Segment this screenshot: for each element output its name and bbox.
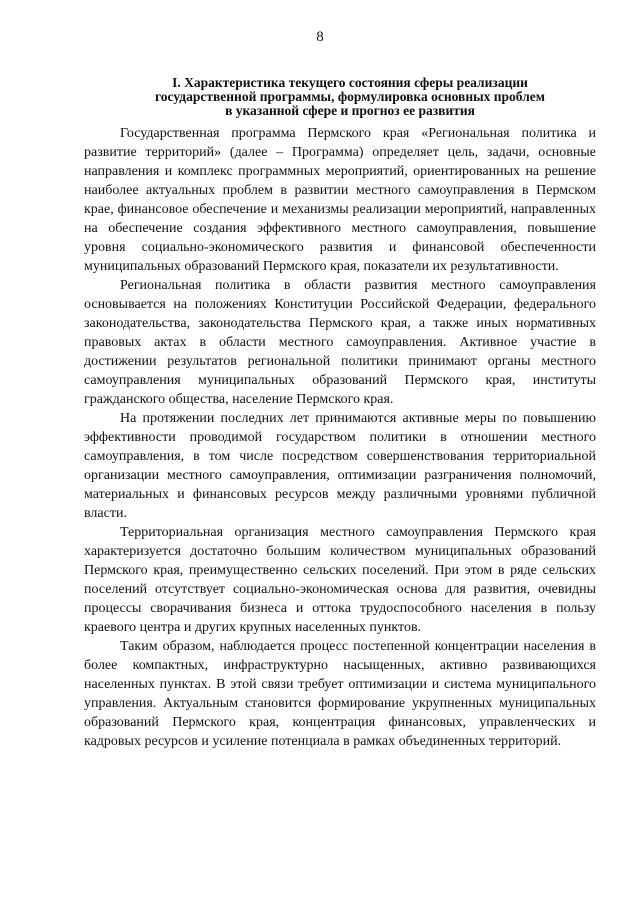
paragraph-reform-measures: На протяжении последних лет принимаются активные меры по повышению эффективности проводимой государством политики в отношении местного самоуправления, в том числе посредством совершенствования территориальной организации местного самоуправления, оптимизации разграничения полномочий, материальных и финансовых ресурсов между различными уровнями публичной власти. <box>84 411 596 521</box>
paragraph-territorial-organization: Территориальная организация местного самоуправления Пермского края характеризуется достаточно большим количеством муниципальных образований Пермского края, преимущественно сельских поселений. При этом в ряде сельских поселений отсутствует социально-экономическая основа для развития, очевидны процессы сворачивания бизнеса и оттока трудоспособного населения в пользу краевого центра и других крупных населенных пунктов. <box>84 525 596 635</box>
section-heading-line: I. Характеристика текущего состояния сферы реализации <box>172 75 528 90</box>
document-body <box>84 124 596 751</box>
section-heading-line: государственной программы, формулировка основных проблем <box>155 89 545 104</box>
paragraph-program-overview: Государственная программа Пермского края «Региональная политика и развитие территорий» (далее – Программа) определяет цель, задачи, основные направления и комплекс программных мероприятий, ориентированных на решение наиболее актуальных проблем в развитии местного самоуправления в Пермском крае, финансовое обеспечение и механизмы реализации мероприятий, направленных на обеспечение создания эффективного местного самоуправления, повышение уровня социально-экономического развития и финансовой обеспеченности муниципальных образований Пермского края, показатели их результативности. <box>84 126 596 274</box>
paragraph-regional-policy: Региональная политика в области развития местного самоуправления основывается на положениях Конституции Российской Федерации, федерального законодательства, законодательства Пермского края, а также иных нормативных правовых актах в области местного самоуправления. Активное участие в достижении результатов региональной политики принимают органы местного самоуправления муниципальных образований Пермского края, институты гражданского общества, население Пермского края. <box>84 278 596 407</box>
section-heading <box>90 76 610 118</box>
page-number: 8 <box>316 29 324 45</box>
paragraph-conclusion: Таким образом, наблюдается процесс постепенной концентрации населения в более компактных, инфраструктурно насыщенных, активно развивающихся населенных пунктах. В этой связи требует оптимизации и система муниципального управления. Актуальным становится формирование укрупненных муниципальных образований Пермского края, концентрация финансовых, управленческих и кадровых ресурсов и усиление потенциала в рамках объединенных территорий. <box>84 639 596 749</box>
section-heading-line: в указанной сфере и прогноз ее развития <box>225 103 475 118</box>
